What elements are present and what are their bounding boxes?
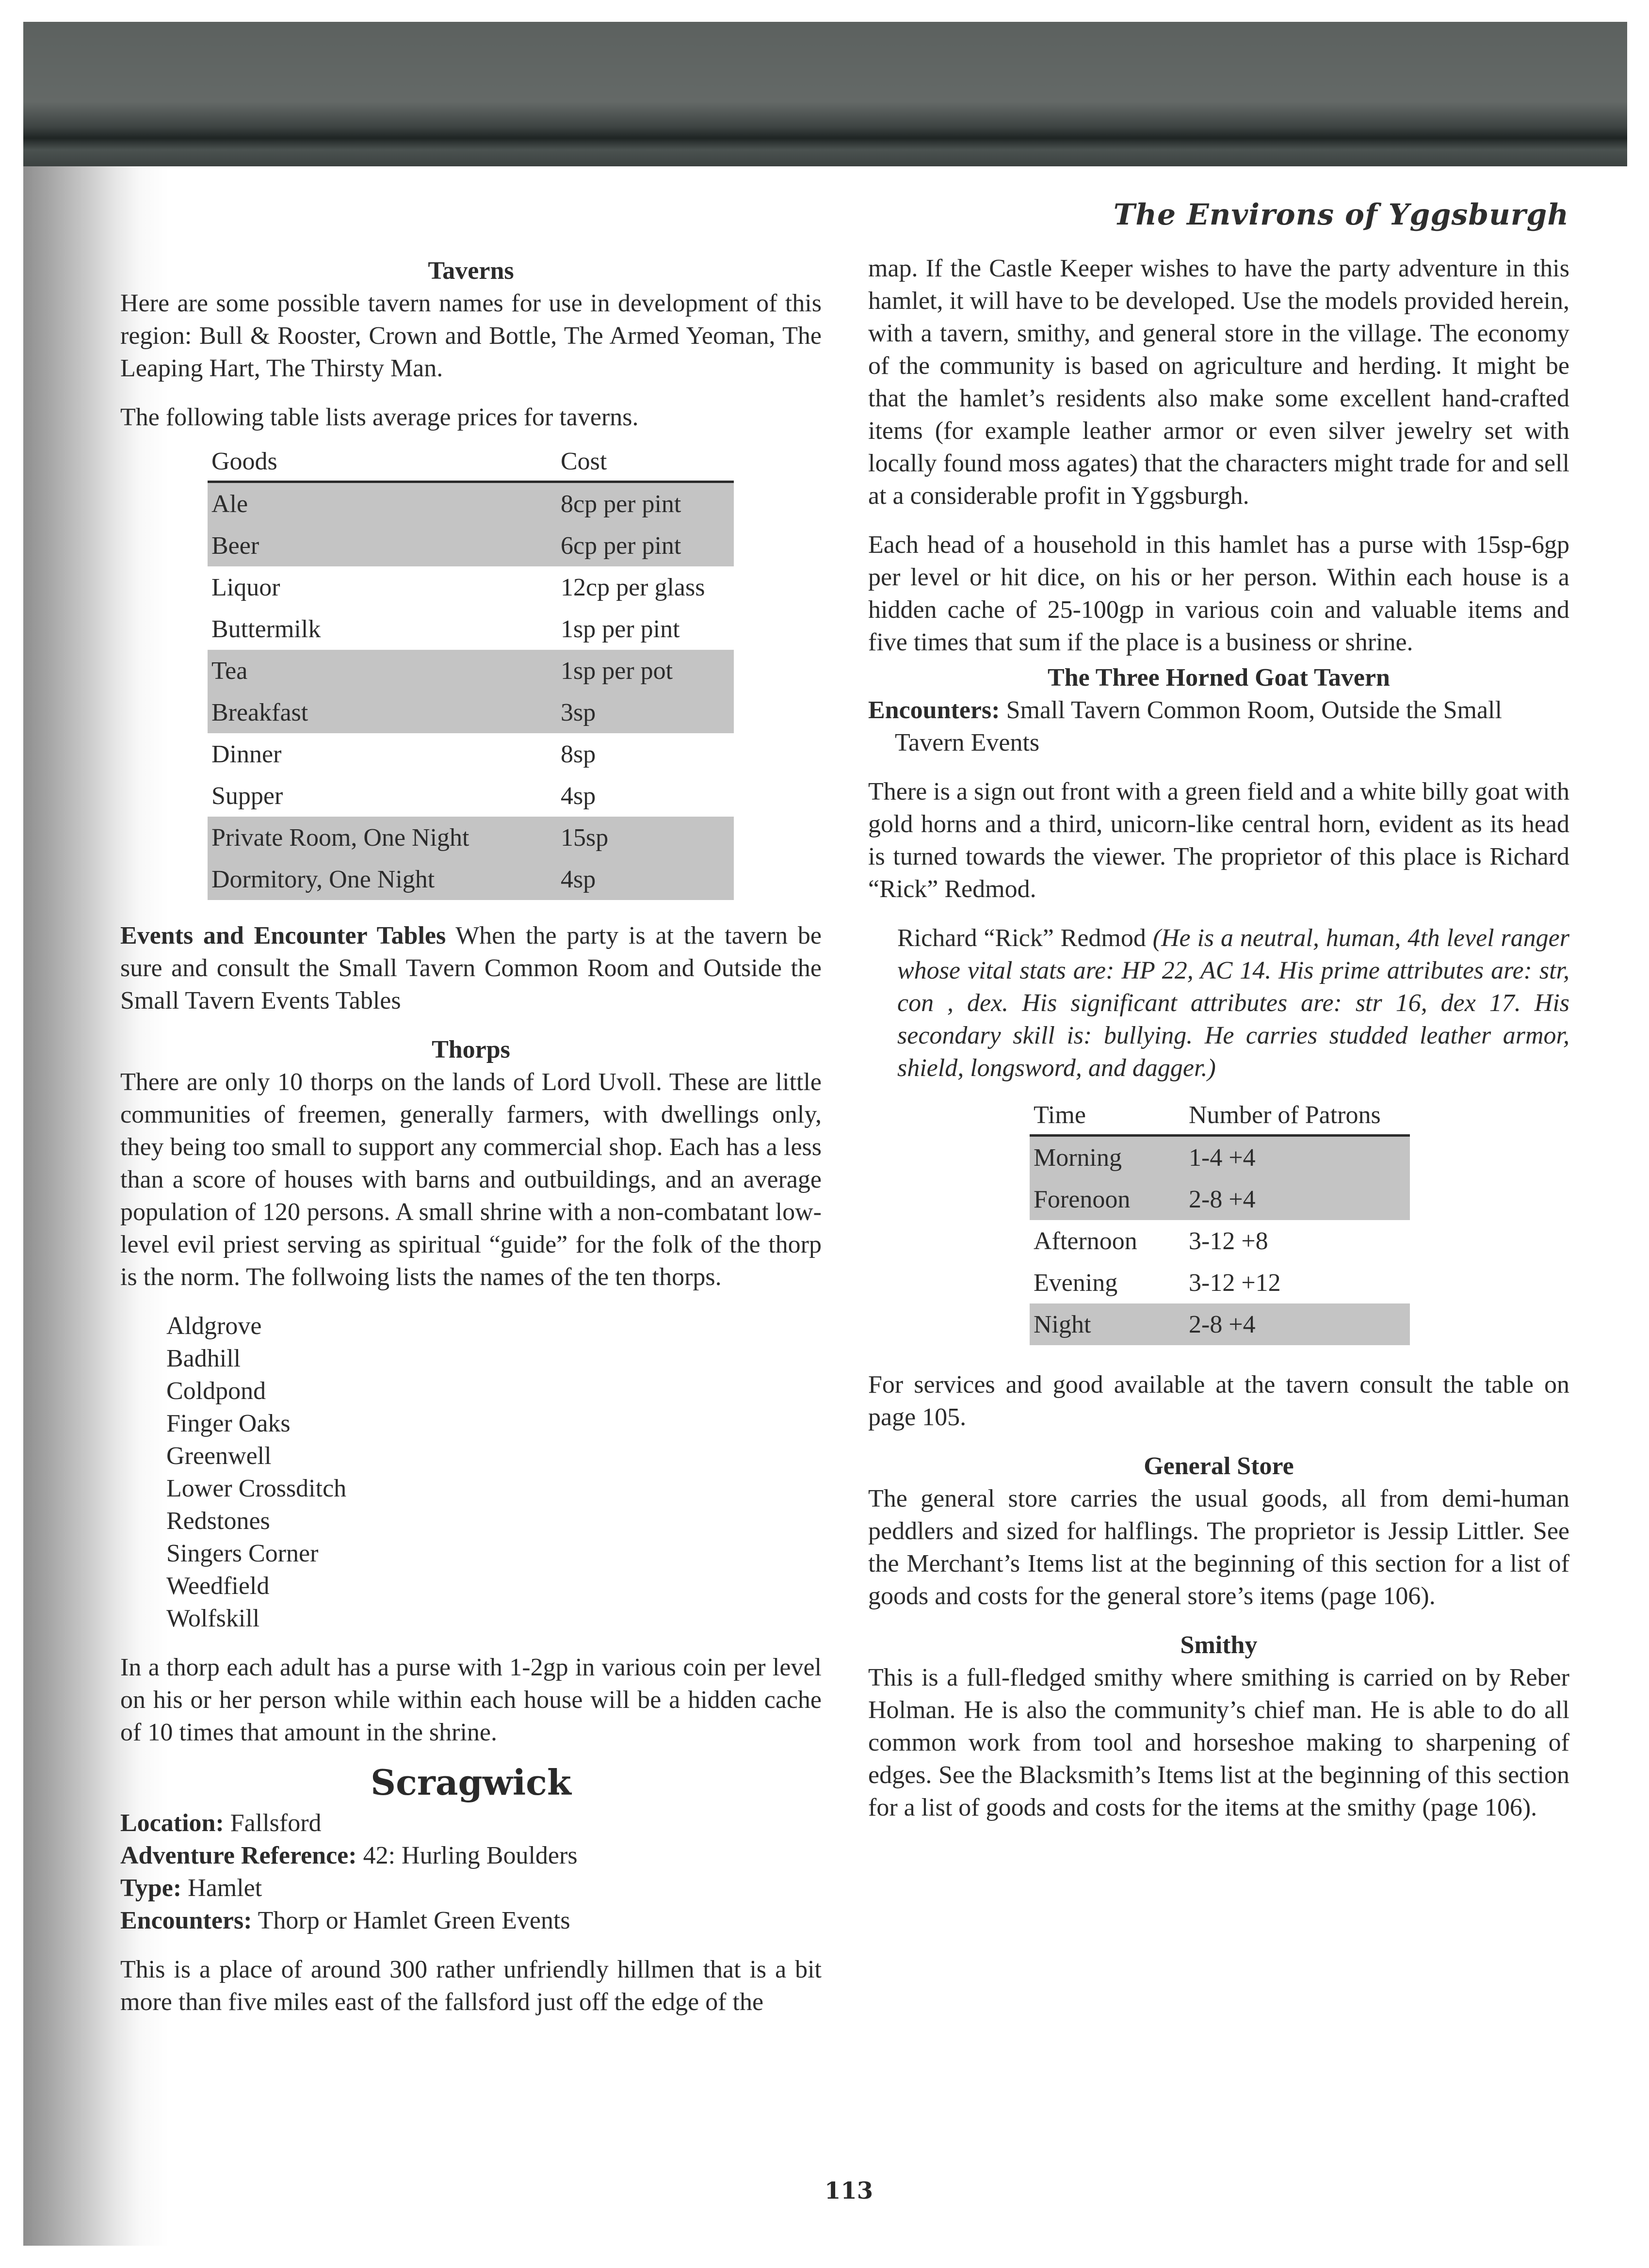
column-header-cost: Cost (561, 445, 734, 482)
right-column (868, 252, 1569, 1824)
time-cell: Morning (1030, 1136, 1189, 1179)
tavern-price-table (208, 445, 734, 900)
thorp-name: Finger Oaks (166, 1410, 291, 1437)
table-row (208, 858, 734, 900)
left-column (120, 255, 822, 2018)
scragwick-location (120, 1807, 822, 1839)
patrons-cell: 3-12 +8 (1189, 1227, 1268, 1255)
taverns-intro: Here are some possible tavern names for use in development of this region: Bull & Rooster, Crown and Bottle, The Armed Yeoman, The Leaping Hart, The Thirsty Man. (120, 290, 822, 382)
page-number: 113 (824, 2177, 873, 2204)
location-label: Location: (120, 1809, 224, 1837)
goods-cell: Liquor (211, 573, 280, 601)
thorps-text: There are only 10 thorps on the lands of Lord Uvoll. These are little communities of freemen, generally farmers, with dwellings only, they being too small to support any commercial shop. Each has a less than a score of houses with barns and outbuildings, and an average population of 120 persons. A small shrine with a non-combatant low-level evil priest serving as spiritual “guide” for the folk of the thorp is the norm. The follwoing lists the names of the ten thorps. (120, 1068, 822, 1291)
goods-cell: Tea (208, 650, 561, 692)
thorp-name: Weedfield (166, 1572, 270, 1600)
type-label: Type: (120, 1874, 182, 1902)
table-row (208, 525, 734, 566)
table-row (208, 566, 734, 608)
goods-cell: Beer (208, 525, 561, 566)
patrons-cell: 2-8 +4 (1189, 1303, 1410, 1345)
tavern-encounters-value: Small Tavern Common Room, Outside the Small Tavern Events (895, 696, 1502, 756)
cost-cell: 4sp (561, 782, 596, 810)
cost-cell: 15sp (561, 817, 734, 858)
thorp-name: Singers Corner (166, 1540, 319, 1567)
goods-cell: Ale (208, 482, 561, 525)
encounters-value: Thorp or Hamlet Green Events (252, 1907, 570, 1934)
general-store-heading: General Store (1144, 1452, 1294, 1480)
npc-stat-block (897, 922, 1569, 1084)
table-row (208, 692, 734, 733)
cost-cell: 8sp (561, 740, 596, 768)
patrons-cell: 3-12 +12 (1189, 1269, 1281, 1297)
services-text: For services and good available at the tavern consult the table on page 105. (868, 1371, 1569, 1431)
time-cell: Evening (1034, 1269, 1118, 1297)
time-cell: Night (1030, 1303, 1189, 1345)
thorp-name: Greenwell (166, 1442, 272, 1470)
table-row (1030, 1220, 1410, 1262)
column-header-goods: Goods (208, 445, 561, 482)
scragwick-text: This is a place of around 300 rather unfriendly hillmen that is a bit more than five miles east of the fallsford just off the edge of the (120, 1956, 822, 2016)
type-value: Hamlet (181, 1874, 262, 1902)
adventure-label: Adventure Reference: (120, 1842, 357, 1869)
goods-cell: Buttermilk (211, 615, 321, 643)
tavern-heading: The Three Horned Goat Tavern (1048, 664, 1390, 692)
tavern-encounters-label: Encounters: (868, 696, 1000, 724)
goods-cell: Supper (211, 782, 283, 810)
cost-cell: 4sp (561, 858, 734, 900)
goods-cell: Breakfast (208, 692, 561, 733)
table-row (208, 650, 734, 692)
table-row (208, 608, 734, 650)
patron-table-body (1030, 1136, 1410, 1346)
patron-table (1030, 1099, 1410, 1345)
hamlet-purse-text: Each head of a household in this hamlet has a purse with 15sp-6gp per level or hit dice, on his or her person. Within each house is a hidden cache of 25-100gp in various coin and valuable items and five times that sum if the place is a business or shrine. (868, 531, 1569, 656)
thorp-name: Coldpond (166, 1377, 266, 1405)
table-row (208, 817, 734, 858)
smithy-text: This is a full-fledged smithy where smithing is carried on by Reber Holman. He is also the community’s chief man. He is able to do all common work from tool and horseshoe making to sharpening of edges. See the Blacksmith’s Items list at the beginning of this section for a list of goods and costs for the items at the smithy (page 106). (868, 1664, 1569, 1821)
time-cell: Forenoon (1030, 1178, 1189, 1220)
tavern-encounters (868, 694, 1569, 759)
cost-cell: 1sp per pot (561, 650, 734, 692)
cost-cell: 3sp (561, 692, 734, 733)
thorp-name: Redstones (166, 1507, 270, 1535)
table-row (1030, 1303, 1410, 1345)
thorps-heading: Thorps (432, 1036, 510, 1063)
patrons-cell: 2-8 +4 (1189, 1178, 1410, 1220)
scragwick-adventure (120, 1839, 822, 1872)
scragwick-encounters (120, 1904, 822, 1937)
patrons-cell: 1-4 +4 (1189, 1136, 1410, 1179)
cost-cell: 8cp per pint (561, 482, 734, 525)
goods-cell: Private Room, One Night (208, 817, 561, 858)
goods-cell: Dormitory, One Night (208, 858, 561, 900)
tavern-price-table-body (208, 482, 734, 901)
table-row (1030, 1136, 1410, 1179)
table-header-row (1030, 1099, 1410, 1136)
thorp-purse-text: In a thorp each adult has a purse with 1-2gp in various coin per level on his or her person while within each house will be a hidden cache of 10 times that amount in the shrine. (120, 1654, 822, 1746)
events-label: Events and Encounter Tables (120, 922, 446, 949)
scragwick-heading: Scragwick (371, 1762, 571, 1803)
events-text: When the party is at the tavern be sure and consult the Small Tavern Common Room and Outside the Small Tavern Events Tables (120, 922, 822, 1014)
thorp-name: Aldgrove (166, 1312, 262, 1340)
smithy-heading: Smithy (1180, 1631, 1258, 1659)
table-row (1030, 1178, 1410, 1220)
table-row (1030, 1262, 1410, 1303)
scanner-shadow-band (23, 22, 1627, 167)
running-head: The Environs of Yggsburgh (1113, 198, 1569, 232)
location-value: Fallsford (224, 1809, 322, 1837)
thorp-name: Wolfskill (166, 1605, 260, 1632)
thorp-names-list (166, 1310, 822, 1635)
taverns-heading: Taverns (428, 257, 514, 285)
encounters-label: Encounters: (120, 1907, 252, 1934)
time-cell: Afternoon (1034, 1227, 1137, 1255)
cost-cell: 1sp per pint (561, 615, 680, 643)
scragwick-type (120, 1872, 822, 1904)
table-row (208, 733, 734, 775)
npc-stats: (He is a neutral, human, 4th level ranger whose vital stats are: HP 22, AC 14. His prime attributes are: str, con , dex. His significant attributes are: str 16, dex 17. His secondary skill is: bullying. He carries studded leather armor, shield, longsword, and dagger.) (897, 924, 1569, 1082)
goods-cell: Dinner (211, 740, 282, 768)
thorp-name: Lower Crossditch (166, 1475, 347, 1502)
scragwick-text-continued: map. If the Castle Keeper wishes to have the party adventure in this hamlet, it will have to be developed. Use the models provided herein, with a tavern, smithy, and general store in the village. The economy of the community is based on agriculture and herding. It might be that the hamlet’s residents also make some excellent hand-crafted items (for example leather armor or even silver jewelry set with locally found moss agates) that the characters might trade for and sell at a considerable profit in Yggsburgh. (868, 255, 1569, 510)
taverns-table-intro: The following table lists average prices for taverns. (120, 403, 639, 431)
cost-cell: 6cp per pint (561, 525, 734, 566)
adventure-value: 42: Hurling Boulders (356, 1842, 578, 1869)
thorp-name: Badhill (166, 1345, 241, 1372)
cost-cell: 12cp per glass (561, 573, 705, 601)
table-header-row (208, 445, 734, 482)
column-header-patrons: Number of Patrons (1189, 1099, 1410, 1136)
table-row (208, 775, 734, 817)
npc-name: Richard “Rick” Redmod (897, 924, 1153, 952)
tavern-description: There is a sign out front with a green field and a white billy goat with gold horns and a third, unicorn-like central horn, evident as its head is turned towards the viewer. The proprietor of this place is Richard “Rick” Redmod. (868, 778, 1569, 903)
table-row (208, 482, 734, 525)
events-paragraph (120, 919, 822, 1017)
column-header-time: Time (1030, 1099, 1189, 1136)
general-store-text: The general store carries the usual goods, all from demi-human peddlers and sized for halflings. The proprietor is Jessip Littler. See the Merchant’s Items list at the beginning of this section for a list of goods and costs for the general store’s items (page 106). (868, 1485, 1569, 1610)
